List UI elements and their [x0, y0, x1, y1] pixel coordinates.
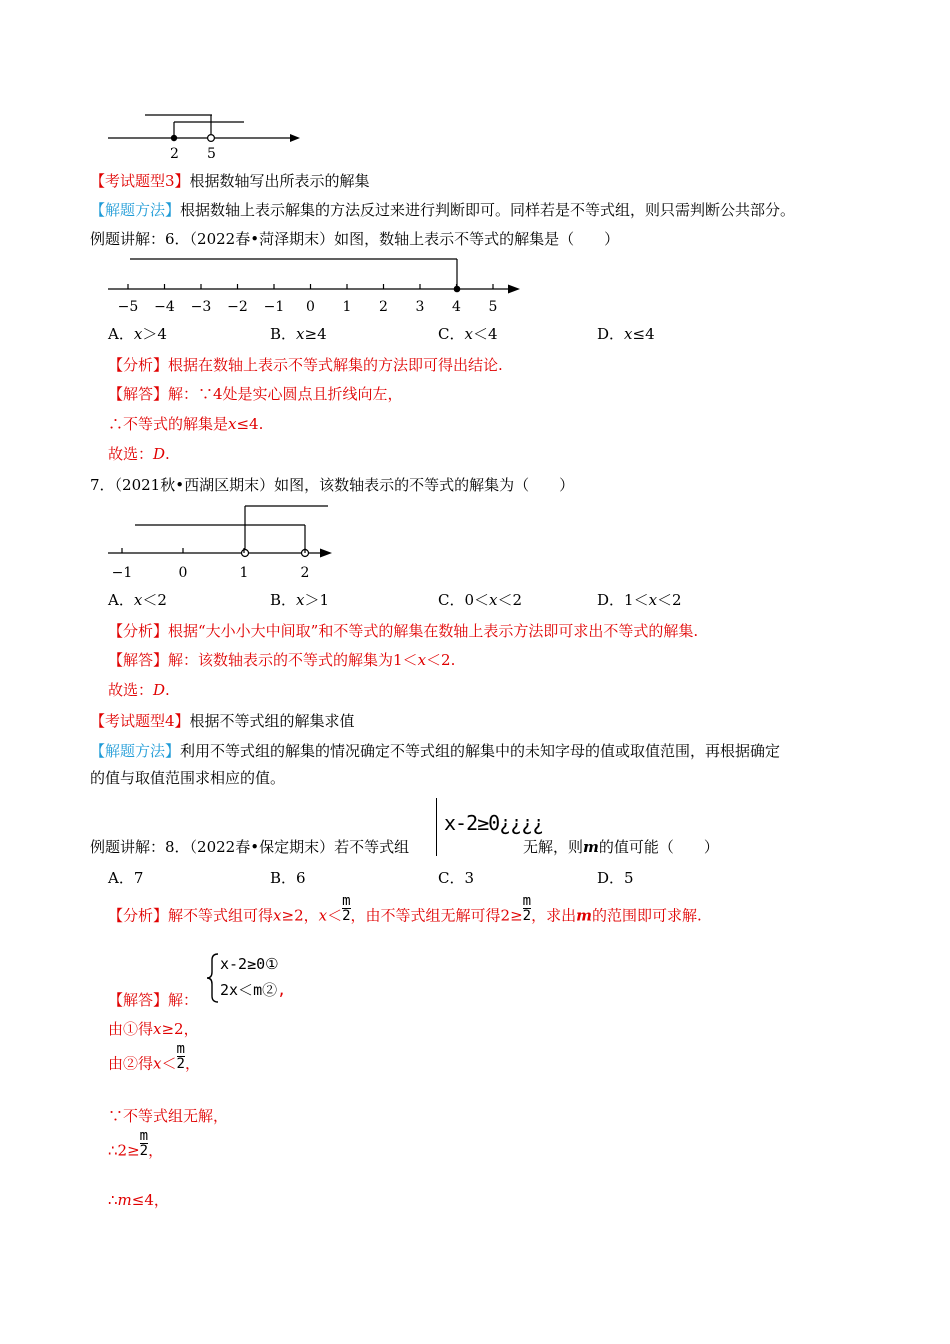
choice-var: x [489, 591, 498, 609]
q8-analysis [108, 893, 702, 931]
choice-letter: A． [108, 591, 134, 609]
denominator: 2 [342, 908, 351, 924]
axis-tick-label: 4 [452, 299, 461, 315]
analysis-tag: 【分析】 [108, 356, 169, 374]
q8-choice-d[interactable] [597, 868, 634, 888]
q7-analysis [108, 621, 698, 641]
text: . [165, 445, 170, 463]
type3-method [90, 200, 795, 220]
choice-var: x [624, 325, 633, 343]
axis-tick-label: 0 [306, 299, 315, 315]
q8-step4 [108, 1128, 164, 1166]
tick-label: 2 [170, 146, 179, 162]
choice-letter: D． [597, 325, 625, 343]
type3-title: 根据数轴写出所表示的解集 [189, 172, 370, 190]
q6-answer [108, 384, 403, 404]
axis-tick-label: −1 [111, 565, 133, 581]
axis-tick-label: 2 [379, 299, 388, 315]
text: 的值可能（ ） [598, 838, 719, 856]
text: . [165, 681, 170, 699]
var: m [583, 838, 599, 856]
q6-final [108, 444, 170, 464]
numerator: m [522, 893, 532, 909]
q6-choice-b[interactable] [270, 324, 327, 344]
number-line-q7 [100, 502, 340, 582]
text: ＜2. [426, 651, 456, 669]
var: x [417, 651, 427, 669]
text: ∴ [108, 1191, 118, 1209]
analysis-text: 根据在数轴上表示不等式解集的方法即可得出结论. [168, 356, 503, 374]
choice-rel: ＜2 [497, 591, 523, 609]
choice-letter: B． [270, 869, 297, 887]
numerator: m [176, 1041, 185, 1057]
answer-tag: 【解答】 [108, 991, 169, 1009]
axis-tick-label: −2 [227, 299, 248, 315]
number-line-figure-1 [100, 110, 310, 162]
text: 由①得 [108, 1020, 154, 1038]
method-tag: 【解题方法】 [90, 201, 181, 219]
q8-choice-b[interactable] [270, 868, 306, 888]
type4-tag: 【考试题型4】 [90, 712, 190, 730]
choice-letter: B． [270, 325, 297, 343]
choice-letter: D． [597, 591, 625, 609]
text: ， [184, 1054, 200, 1073]
method-text: 利用不等式组的解集的情况确定不等式组的解集中的未知字母的值或取值范围，再根据确定 [180, 742, 781, 760]
axis-tick-label: 0 [178, 565, 188, 581]
choice-var: x [133, 591, 143, 609]
choice-rel: ＞1 [304, 591, 330, 609]
choice-rel: ＜4 [472, 325, 498, 343]
choice-letter: D． [597, 869, 625, 887]
text: 解：该数轴表示的不等式的解集为1＜ [168, 651, 418, 669]
text: 故选： [108, 681, 154, 699]
var: x [153, 1054, 162, 1073]
choice-letter: C． [438, 591, 465, 609]
choice-pre: 0＜ [464, 591, 490, 609]
var: x [273, 906, 282, 925]
choice-letter: C． [438, 869, 465, 887]
type4-method [90, 741, 780, 761]
q8-choice-a[interactable] [108, 868, 143, 888]
denominator: 2 [522, 908, 532, 924]
fraction-m-over-2 [342, 894, 350, 923]
fraction-m-over-2 [523, 894, 531, 923]
text: m② [253, 981, 278, 999]
text: ≤4. [236, 415, 264, 433]
choice-value: 7 [133, 869, 144, 887]
text: 的范围即可求解. [592, 906, 702, 925]
denominator: 2 [139, 1143, 149, 1159]
q8-step3: ∵不等式组无解， [108, 1107, 229, 1125]
text: ，由不等式组无解可得2≥ [350, 906, 523, 925]
axis-tick-label: 3 [415, 299, 425, 315]
text: , [277, 981, 287, 999]
q8-choice-c[interactable] [438, 868, 474, 888]
q6-analysis [108, 355, 503, 375]
axis-tick-label: −1 [263, 299, 285, 315]
text: ∴2≥ [108, 1141, 140, 1160]
q8-system-line1: x-2≥0① [220, 955, 279, 973]
text: ≥2， [281, 906, 319, 925]
text: 无解，则 [523, 838, 584, 856]
type3-tag: 【考试题型3】 [90, 172, 190, 190]
method-tag: 【解题方法】 [90, 742, 181, 760]
axis-tick-label: −5 [117, 299, 139, 315]
choice-var: x [133, 325, 143, 343]
q8-answer [108, 990, 198, 1010]
var: m [117, 1191, 132, 1209]
type4-heading [90, 711, 355, 731]
text: 由②得 [108, 1054, 154, 1073]
q6-stem: 例题讲解：6．（2022春•菏泽期末）如图，数轴上表示不等式的解集是（ ） [90, 230, 620, 248]
var: x [228, 415, 237, 433]
q6-choice-c[interactable] [438, 324, 498, 344]
analysis-tag: 【分析】 [108, 906, 169, 925]
q7-choice-b[interactable] [270, 590, 329, 610]
type4-title: 根据不等式组的解集求值 [189, 712, 355, 730]
axis-tick-label: 1 [239, 565, 249, 581]
q8-step1 [108, 1019, 199, 1039]
text: ≥2， [161, 1020, 199, 1038]
text: ≤4， [131, 1191, 169, 1209]
q6-choice-d[interactable] [597, 324, 655, 344]
var: x [153, 1020, 162, 1038]
q7-stem: 7．（2021秋•西湖区期末）如图，该数轴表示的不等式的解集为（ ） [90, 476, 575, 494]
q8-system-line2 [220, 979, 286, 1001]
choice-var: x [296, 325, 305, 343]
q8-step2 [108, 1041, 200, 1079]
fraction-m-over-2 [177, 1042, 185, 1071]
choice-rel: ＜2 [142, 591, 167, 609]
numerator: m [139, 1128, 149, 1144]
q8-step5 [108, 1190, 169, 1210]
choice-value: 3 [464, 869, 475, 887]
choice-letter: B． [270, 591, 297, 609]
answer-tag: 【解答】 [108, 651, 169, 669]
analysis-tag: 【分析】 [108, 622, 169, 640]
text: 故选： [108, 445, 154, 463]
system-brace-icon [206, 952, 220, 1004]
var: D [153, 681, 166, 699]
fraction-m-over-2 [140, 1129, 148, 1158]
choice-rel: ≥4 [304, 325, 327, 343]
type3-heading [90, 171, 370, 191]
answer-tag: 【解答】 [108, 385, 169, 403]
q8-system-glyph [444, 812, 543, 834]
system-text: x-2≥0¿¿¿¿ [444, 811, 544, 835]
type4-method-cont: 的值与取值范围求相应的值。 [90, 769, 286, 787]
var: m [576, 906, 592, 925]
text: 解： [168, 991, 199, 1009]
text: ， [148, 1141, 164, 1160]
choice-rel: ＜2 [657, 591, 682, 609]
text: ，求出 [531, 906, 577, 925]
answer-text: 解：∵4处是实心圆点且折线向左， [168, 385, 403, 403]
analysis-text: 根据“大小小大中间取”和不等式的解集在数轴上表示方法即可求出不等式的解集. [168, 622, 699, 640]
q6-choice-a[interactable] [108, 324, 167, 344]
choice-var: x [464, 325, 473, 343]
axis-tick-label: −4 [154, 299, 175, 315]
axis-tick-label: −3 [190, 299, 212, 315]
q8-stem-suffix [523, 837, 719, 857]
choice-letter: C． [438, 325, 465, 343]
var: D [153, 445, 166, 463]
q8-stem-prefix: 例题讲解：8．（2022春•保定期末）若不等式组 [90, 838, 410, 856]
choice-value: 6 [296, 869, 306, 887]
axis-tick-label: 5 [488, 299, 498, 315]
choice-var: x [648, 591, 658, 609]
denominator: 2 [176, 1056, 185, 1072]
choice-rel: ＞4 [142, 325, 167, 343]
text: 解不等式组可得 [168, 906, 274, 925]
number-line-q6 [100, 256, 530, 320]
var: x [318, 906, 328, 925]
text: ∴不等式的解集是 [108, 415, 229, 433]
q7-choice-a[interactable] [108, 590, 167, 610]
text: ＜ [327, 906, 343, 925]
text: 2x＜ [220, 981, 254, 999]
choice-pre: 1＜ [624, 591, 649, 609]
method-text: 根据数轴上表示解集的方法反过来进行判断即可。同样若是不等式组，则只需判断公共部分。 [180, 201, 796, 219]
axis-tick-label: 2 [300, 565, 310, 581]
q7-choice-d[interactable] [597, 590, 682, 610]
choice-letter: A． [108, 869, 134, 887]
q6-conclusion [108, 414, 263, 434]
tick-label: 5 [207, 146, 216, 162]
choice-value: 5 [624, 869, 634, 887]
numerator: m [342, 893, 351, 909]
q7-final [108, 680, 170, 700]
q7-choice-c[interactable] [438, 590, 522, 610]
text: ＜ [161, 1054, 177, 1073]
choice-letter: A． [108, 325, 134, 343]
axis-tick-label: 1 [342, 299, 352, 315]
q7-answer [108, 650, 455, 670]
choice-var: x [296, 591, 305, 609]
choice-rel: ≤4 [632, 325, 655, 343]
